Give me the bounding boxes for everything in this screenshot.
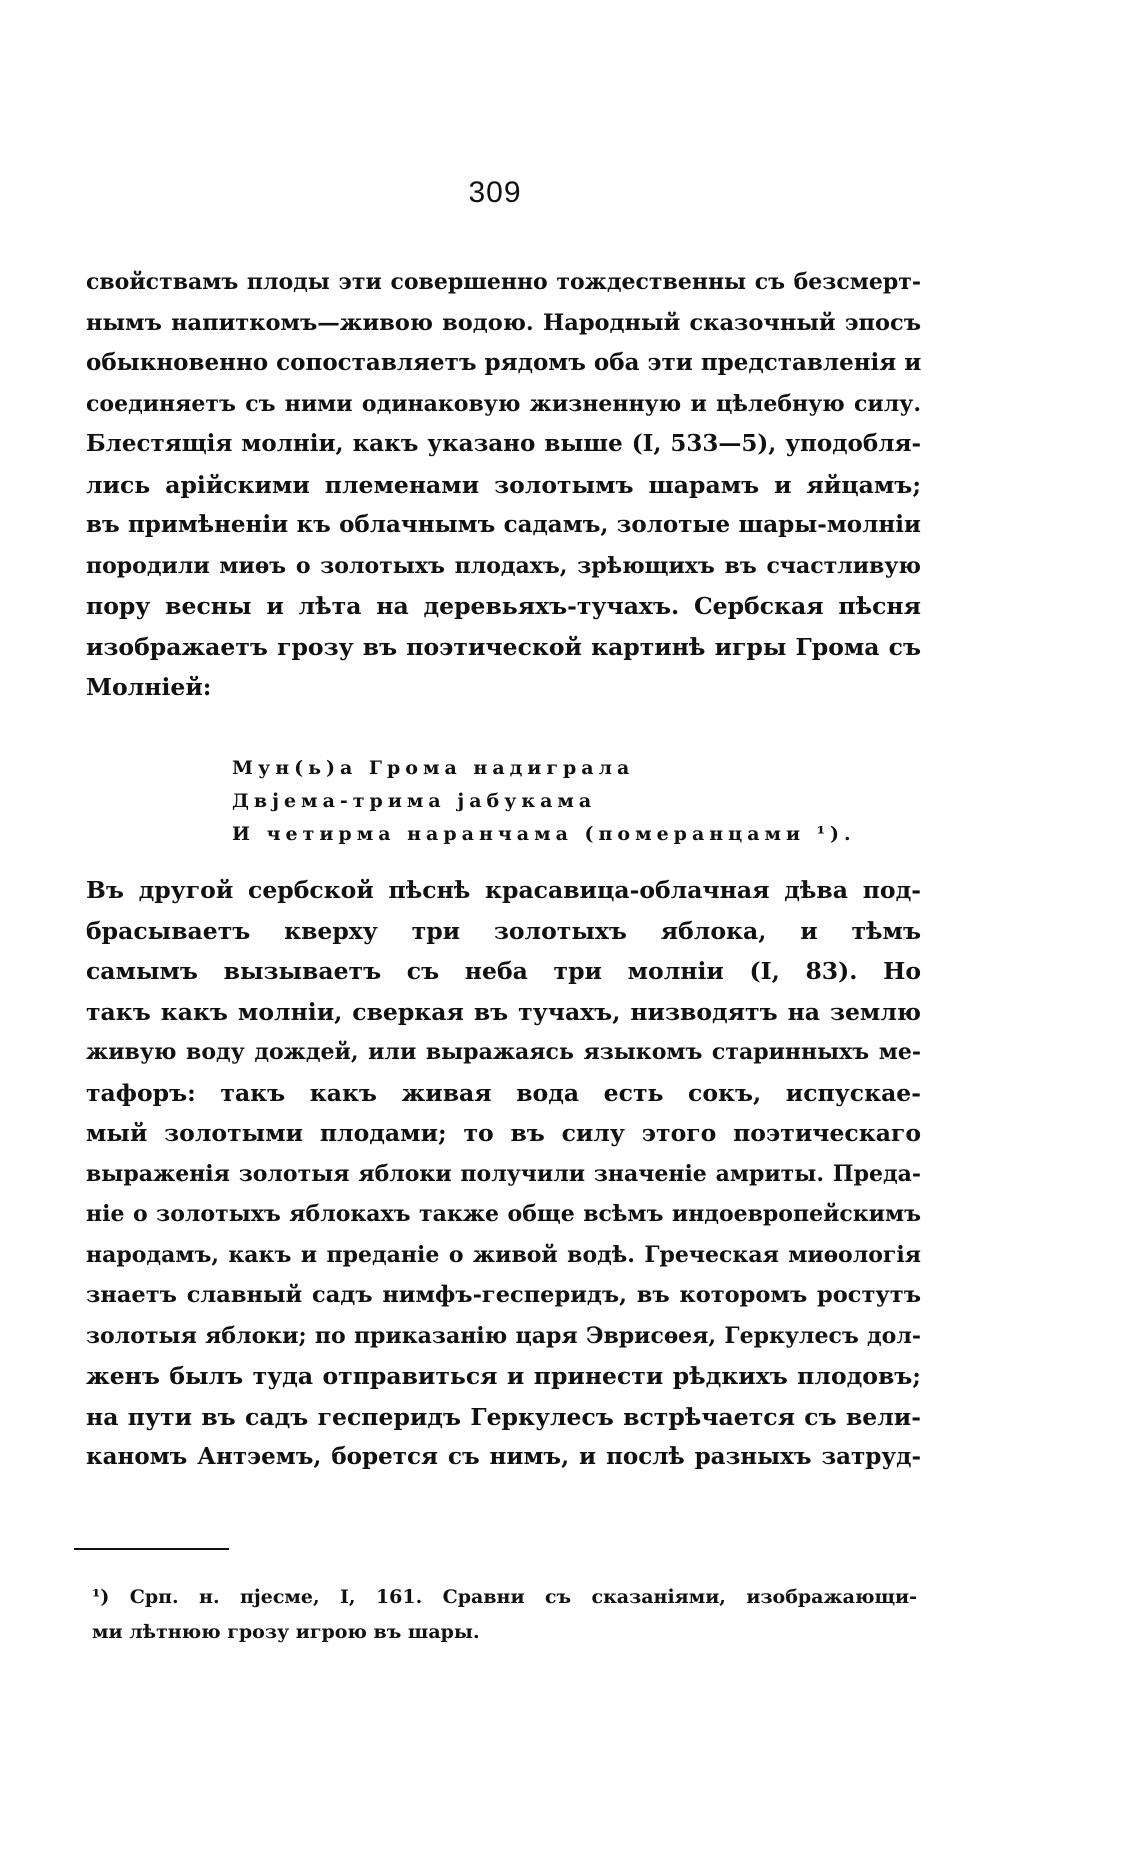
text-line: Въ другой сербской пѣснѣ красавица-облачная дѣва под- bbox=[86, 876, 921, 904]
text-line: самымъ вызываетъ съ неба три молніи (I, 83). Но bbox=[86, 957, 921, 985]
text-line: знаетъ славный садъ нимфъ-гесперидъ, въ которомъ ростутъ bbox=[86, 1282, 921, 1308]
text-line: породили миѳъ о золотыхъ плодахъ, зрѣющихъ въ счастливую bbox=[86, 552, 921, 579]
text-line: въ примѣненіи къ облачнымъ садамъ, золотые шары-молніи bbox=[86, 511, 921, 538]
text-line: на пути въ садъ гесперидъ Геркулесъ встрѣчается съ вели- bbox=[86, 1402, 921, 1431]
poem-line: И четирма наранчама (померанцами ¹). bbox=[232, 823, 856, 845]
text-line: женъ былъ туда отправиться и принести рѣдкихъ плодовъ; bbox=[86, 1362, 921, 1390]
text-line: выраженія золотыя яблоки получили значеніе амриты. Преда- bbox=[86, 1160, 921, 1187]
text-line: мый золотыми плодами; то въ силу этого поэтическаго bbox=[86, 1119, 921, 1147]
poem-line: Двjема-трима jабукама bbox=[232, 790, 597, 812]
text-line: Блестящія молніи, какъ указано выше (I, 533—5), уподобля- bbox=[86, 430, 921, 457]
text-line: каномъ Антэемъ, борется съ нимъ, и послѣ разныхъ затруд- bbox=[86, 1443, 921, 1470]
text-line: народамъ, какъ и преданіе о живой водѣ. Греческая миѳологія bbox=[86, 1241, 921, 1268]
page-number: 309 bbox=[468, 176, 522, 209]
paragraph-2 bbox=[86, 870, 921, 1478]
text-line: Молніей: bbox=[86, 673, 212, 701]
text-line: обыкновенно сопоставляетъ рядомъ оба эти представленія и bbox=[86, 349, 922, 376]
text-line: изображаетъ грозу въ поэтической картинѣ игры Грома съ bbox=[86, 632, 921, 661]
paragraph-1 bbox=[86, 262, 921, 708]
footnote-line: ми лѣтнюю грозу игрою въ шары. bbox=[92, 1621, 480, 1643]
text-line: брасываетъ кверху три золотыхъ яблока, и тѣмъ bbox=[86, 916, 921, 945]
text-line: пору весны и лѣта на деревьяхъ-тучахъ. Сербская пѣсня bbox=[86, 592, 921, 620]
text-line: лись арійскими племенами золотымъ шарамъ и яйцамъ; bbox=[86, 470, 921, 499]
poem-quote bbox=[232, 752, 856, 851]
text-line: соединяетъ съ ними одинаковую жизненную и цѣлебную силу. bbox=[86, 390, 921, 417]
text-line: ніе о золотыхъ яблокахъ также обще всѣмъ индоевропейскимъ bbox=[86, 1201, 921, 1227]
text-line: свойствамъ плоды эти совершенно тождественны съ безсмерт- bbox=[86, 269, 921, 295]
poem-line: Мун(ь)а Грома надиграла bbox=[232, 757, 635, 779]
text-line: такъ какъ молніи, сверкая въ тучахъ, низводятъ на землю bbox=[86, 997, 921, 1026]
text-line: нымъ напиткомъ—живою водою. Народный сказочный эпосъ bbox=[86, 309, 921, 336]
text-line: золотыя яблоки; по приказанію царя Эврисѳея, Геркулесъ дол- bbox=[86, 1322, 921, 1349]
footnote-line: ¹) Срп. н. пjесме, I, 161. Сравни съ сказаніями, изображающи- bbox=[92, 1586, 917, 1608]
footnote-divider bbox=[74, 1548, 229, 1550]
text-line: тафоръ: такъ какъ живая вода есть сокъ, испускае- bbox=[86, 1078, 921, 1107]
text-line: живую воду дождей, или выражаясь языкомъ старинныхъ ме- bbox=[86, 1039, 921, 1065]
footnotes bbox=[92, 1580, 917, 1650]
